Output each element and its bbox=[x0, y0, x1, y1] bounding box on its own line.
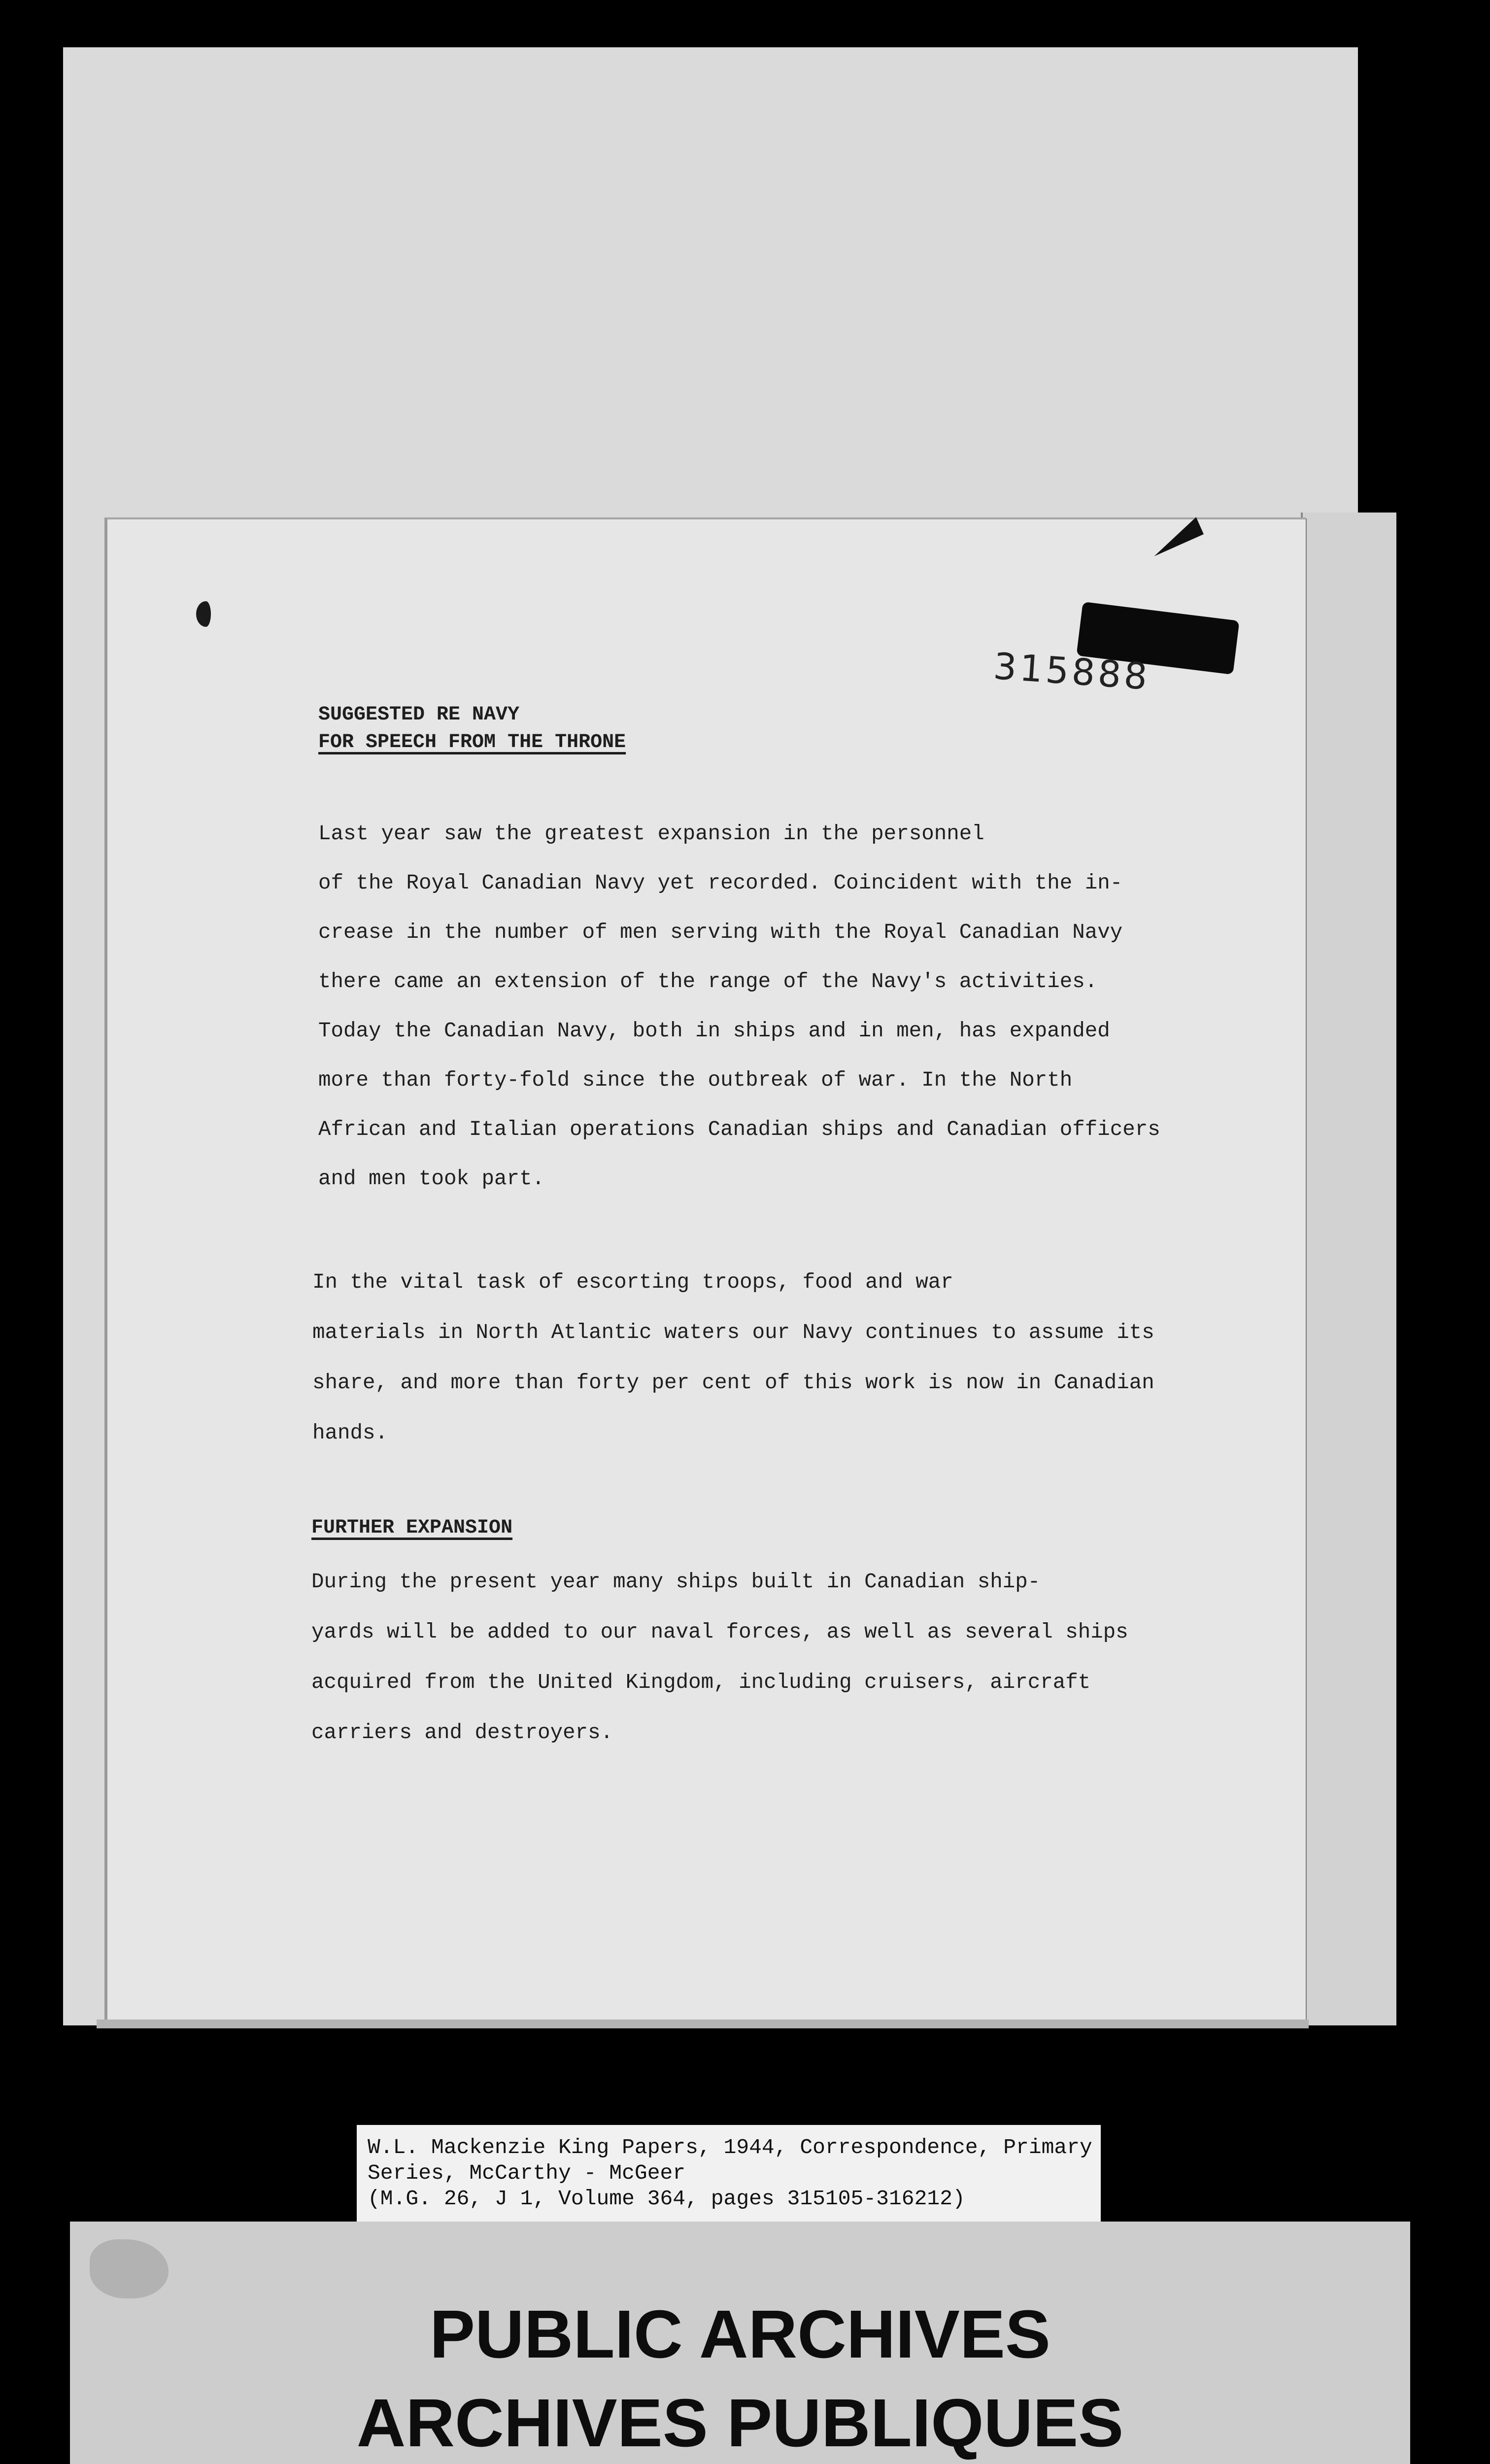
banner-stain bbox=[90, 2239, 169, 2298]
archives-line-english: PUBLIC ARCHIVES bbox=[430, 2296, 1050, 2372]
catalogue-label-line-3: (M.G. 26, J 1, Volume 364, pages 315105-316212) bbox=[368, 2187, 965, 2211]
catalogue-label-line-1: W.L. Mackenzie King Papers, 1944, Correspondence, Primary bbox=[368, 2135, 1092, 2159]
archives-line-french: ARCHIVES PUBLIQUES bbox=[356, 2385, 1124, 2461]
paragraph-3-line: acquired from the United Kingdom, including cruisers, aircraft bbox=[311, 1671, 1091, 1694]
paragraph-3-line: During the present year many ships built in Canadian ship- bbox=[311, 1570, 1041, 1594]
paragraph-1-line: African and Italian operations Canadian ships and Canadian officers bbox=[318, 1118, 1160, 1141]
backing-sheet-edge bbox=[1301, 513, 1396, 2025]
catalogue-label-line-2: Series, McCarthy - McGeer bbox=[368, 2161, 686, 2185]
document-heading-line-2: FOR SPEECH FROM THE THRONE bbox=[318, 731, 626, 753]
paragraph-3-line: yards will be added to our naval forces, as well as several ships bbox=[311, 1620, 1128, 1644]
paragraph-2-line: materials in North Atlantic waters our Navy continues to assume its bbox=[312, 1321, 1154, 1344]
paragraph-1-line: and men took part. bbox=[318, 1167, 545, 1191]
paragraph-2-line: hands. bbox=[312, 1421, 388, 1445]
paragraph-1-line: Today the Canadian Navy, both in ships and in men, has expanded bbox=[318, 1019, 1110, 1043]
stamp-number: 315888 bbox=[992, 645, 1152, 699]
paragraph-1-line: crease in the number of men serving with the Royal Canadian Navy bbox=[318, 921, 1123, 944]
paragraph-2-line: In the vital task of escorting troops, food and war bbox=[312, 1270, 953, 1294]
paragraph-1-line: more than forty-fold since the outbreak of war. In the North bbox=[318, 1068, 1073, 1092]
archives-banner bbox=[70, 2222, 1410, 2464]
catalogue-label bbox=[357, 2125, 1101, 2223]
paragraph-3-line: carriers and destroyers. bbox=[311, 1721, 613, 1745]
paragraph-1-line: Last year saw the greatest expansion in the personnel bbox=[318, 822, 984, 846]
paragraph-2-line: share, and more than forty per cent of this work is now in Canadian bbox=[312, 1371, 1154, 1395]
document-heading-line-1: SUGGESTED RE NAVY bbox=[318, 704, 520, 726]
section-heading: FURTHER EXPANSION bbox=[311, 1517, 513, 1539]
paragraph-1-line: of the Royal Canadian Navy yet recorded. Coincident with the in- bbox=[318, 871, 1123, 895]
page-bottom-edge bbox=[97, 2019, 1309, 2028]
punch-hole bbox=[196, 601, 216, 627]
paragraph-1-line: there came an extension of the range of the Navy's activities. bbox=[318, 970, 1098, 993]
